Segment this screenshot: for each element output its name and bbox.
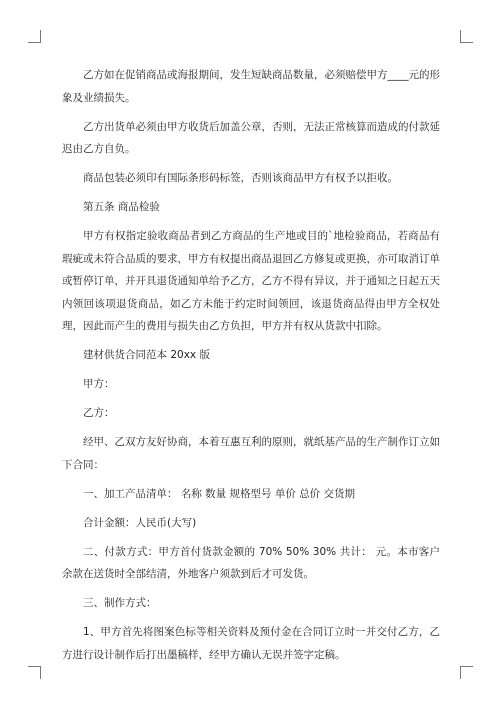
crop-mark-top-left xyxy=(28,30,41,43)
paragraph-barcode: 商品包装必须印有国际条形码标签，否则该商品甲方有权予以拒收。 xyxy=(83,172,398,184)
document-title: 建材供货合同范本 20xx 版 xyxy=(83,349,210,361)
crop-mark-top-right xyxy=(460,30,473,43)
crop-mark-bottom-left xyxy=(28,666,41,679)
paragraph-product-list: 一、加工产品清单： 名称 数量 规格型号 单价 总价 交货期 xyxy=(83,487,356,500)
paragraph-delivery-note: 乙方出货单必须由甲方收货后加盖公章，否则，无法正常核算而造成的付款延迟由乙方自负。 xyxy=(62,120,440,155)
paragraph-preamble: 经甲、乙双方友好协商，本着互惠互利的原则，就纸基产品的生产制作订立如下合同： xyxy=(62,436,440,471)
paragraph-inspection: 甲方有权指定验收商品者到乙方商品的生产地或目的`地检验商品，若商品有瑕疵或未符合品质的要求，甲方有权提出商品退回乙方修复或更换，亦可取消订单或暂停订单，并开具退货通知单给予乙方，乙方不得有异议，并于通知之日起五天内领回该项退货商品，如乙方未能于约定时间领回，该退货商品得由甲方全权处理，因此而产生的费用与损失由乙方负担，甲方并有权从货款中扣除。 xyxy=(62,230,440,332)
paragraph-compensation: 乙方如在促销商品或海报期间，发生短缺商品数量，必须赔偿甲方____元的形象及业绩损失。 xyxy=(62,69,440,104)
section-heading-inspection: 第五条 商品检验 xyxy=(83,201,160,213)
paragraph-total-amount: 合计金额：人民币(大写) xyxy=(83,516,197,529)
party-b-line: 乙方： xyxy=(83,407,115,419)
paragraph-production-method: 三、制作方式： xyxy=(83,597,157,609)
paragraph-payment: 二、付款方式：甲方首付货款金额的 70% 50% 30% 共计： 元。本市客户余款在送货时全部结清，外地客户须款到后才可发货。 xyxy=(62,545,440,580)
crop-mark-bottom-right xyxy=(460,666,473,679)
party-a-line: 甲方： xyxy=(83,378,115,390)
document-body xyxy=(62,64,440,673)
paragraph-production-step-1: 1、甲方首先将图案色标等相关资料及预付金在合同订立时一并交付乙方，乙方进行设计制作后打出墨稿样，经甲方确认无误并签字定稿。 xyxy=(62,626,440,661)
